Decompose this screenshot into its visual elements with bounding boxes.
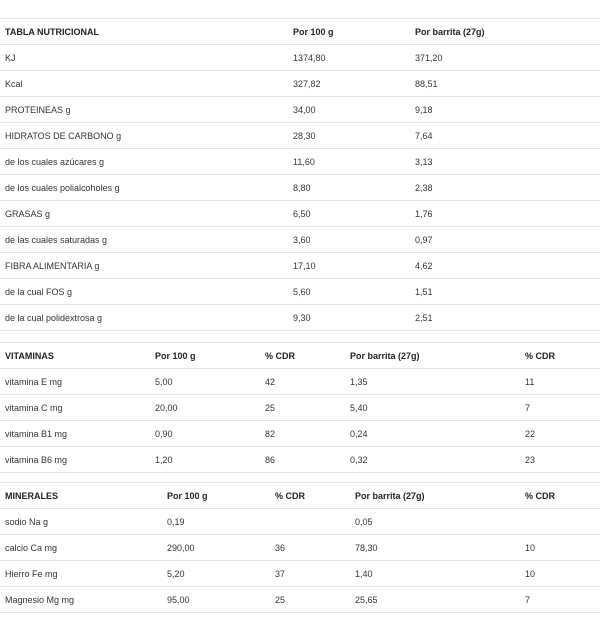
table-row	[0, 447, 600, 473]
row-label: de la cual polidextrosa g	[0, 305, 288, 331]
table-row	[0, 587, 600, 613]
nutrition-header-cell: TABLA NUTRICIONAL	[0, 19, 288, 45]
row-label: Hierro Fe mg	[0, 561, 162, 587]
cell-value: 1,51	[410, 279, 600, 305]
cell-value: 95,00	[162, 587, 270, 613]
vitamins-header-cell: VITAMINAS	[0, 343, 150, 369]
cell-value: 34,00	[288, 97, 410, 123]
cell-value: 1,40	[350, 561, 520, 587]
cell-value: 1,35	[345, 369, 520, 395]
row-label: vitamina E mg	[0, 369, 150, 395]
cell-value: 28,30	[288, 123, 410, 149]
cell-value: 82	[260, 421, 345, 447]
minerals-header-row	[0, 483, 600, 509]
row-label: vitamina B1 mg	[0, 421, 150, 447]
table-row	[0, 509, 600, 535]
cell-value: 20,00	[150, 395, 260, 421]
table-row	[0, 97, 600, 123]
cell-value: 25,65	[350, 587, 520, 613]
cell-value: 0,19	[162, 509, 270, 535]
cell-value: 9,30	[288, 305, 410, 331]
cell-value: 17,10	[288, 253, 410, 279]
cell-value: 371,20	[410, 45, 600, 71]
table-row	[0, 123, 600, 149]
nutrition-header-cell: Por 100 g	[288, 19, 410, 45]
row-label: PROTEINEAS g	[0, 97, 288, 123]
cell-value: 0,32	[345, 447, 520, 473]
cell-value: 37	[270, 561, 350, 587]
cell-value: 5,40	[345, 395, 520, 421]
nutrition-header-cell: Por barrita (27g)	[410, 19, 600, 45]
minerals-table	[0, 482, 600, 613]
row-label: GRASAS g	[0, 201, 288, 227]
row-label: de los cuales polialcoholes g	[0, 175, 288, 201]
table-row	[0, 201, 600, 227]
cell-value: 11	[520, 369, 600, 395]
cell-value: 86	[260, 447, 345, 473]
table-row	[0, 71, 600, 97]
minerals-header-cell: % CDR	[520, 483, 600, 509]
cell-value: 8,80	[288, 175, 410, 201]
table-row	[0, 279, 600, 305]
minerals-header-cell: Por 100 g	[162, 483, 270, 509]
row-label: de los cuales azúcares g	[0, 149, 288, 175]
row-label: HIDRATOS DE CARBONO g	[0, 123, 288, 149]
cell-value: 11,60	[288, 149, 410, 175]
row-label: sodio Na g	[0, 509, 162, 535]
cell-value: 0,90	[150, 421, 260, 447]
table-row	[0, 535, 600, 561]
cell-value: 78,30	[350, 535, 520, 561]
minerals-table-body	[0, 483, 600, 613]
cell-value: 0,97	[410, 227, 600, 253]
cell-value: 2,38	[410, 175, 600, 201]
table-row	[0, 175, 600, 201]
table-row	[0, 227, 600, 253]
cell-value	[270, 509, 350, 535]
cell-value: 10	[520, 535, 600, 561]
table-row	[0, 305, 600, 331]
cell-value: 88,51	[410, 71, 600, 97]
vitamins-header-cell: % CDR	[520, 343, 600, 369]
cell-value: 327,82	[288, 71, 410, 97]
cell-value: 1374,80	[288, 45, 410, 71]
cell-value: 25	[260, 395, 345, 421]
cell-value: 5,00	[150, 369, 260, 395]
table-row	[0, 421, 600, 447]
row-label: vitamina C mg	[0, 395, 150, 421]
vitamins-header-cell: Por 100 g	[150, 343, 260, 369]
table-row	[0, 369, 600, 395]
cell-value: 5,20	[162, 561, 270, 587]
cell-value: 3,13	[410, 149, 600, 175]
cell-value: 0,05	[350, 509, 520, 535]
cell-value: 7	[520, 395, 600, 421]
row-label: de la cual FOS g	[0, 279, 288, 305]
cell-value: 22	[520, 421, 600, 447]
cell-value: 2,51	[410, 305, 600, 331]
row-label: vitamina B6 mg	[0, 447, 150, 473]
cell-value: 25	[270, 587, 350, 613]
cell-value	[520, 509, 600, 535]
cell-value: 23	[520, 447, 600, 473]
minerals-header-cell: MINERALES	[0, 483, 162, 509]
cell-value: 10	[520, 561, 600, 587]
cell-value: 36	[270, 535, 350, 561]
vitamins-header-cell: % CDR	[260, 343, 345, 369]
nutrition-table-body	[0, 19, 600, 331]
cell-value: 290,00	[162, 535, 270, 561]
cell-value: 4,62	[410, 253, 600, 279]
cell-value: 1,20	[150, 447, 260, 473]
vitamins-table-body	[0, 343, 600, 473]
cell-value: 42	[260, 369, 345, 395]
cell-value: 1,76	[410, 201, 600, 227]
minerals-header-cell: Por barrita (27g)	[350, 483, 520, 509]
row-label: calcio Ca mg	[0, 535, 162, 561]
row-label: FIBRA ALIMENTARIA g	[0, 253, 288, 279]
table-row	[0, 253, 600, 279]
row-label: Kcal	[0, 71, 288, 97]
nutrition-header-row	[0, 19, 600, 45]
vitamins-header-cell: Por barrita (27g)	[345, 343, 520, 369]
vitamins-table	[0, 342, 600, 473]
cell-value: 6,50	[288, 201, 410, 227]
table-row	[0, 45, 600, 71]
table-row	[0, 395, 600, 421]
vitamins-header-row	[0, 343, 600, 369]
cell-value: 7	[520, 587, 600, 613]
minerals-header-cell: % CDR	[270, 483, 350, 509]
row-label: de las cuales saturadas g	[0, 227, 288, 253]
cell-value: 0,24	[345, 421, 520, 447]
cell-value: 9,18	[410, 97, 600, 123]
nutrition-table	[0, 18, 600, 331]
table-row	[0, 561, 600, 587]
table-row	[0, 149, 600, 175]
cell-value: 5,60	[288, 279, 410, 305]
row-label: KJ	[0, 45, 288, 71]
cell-value: 7,64	[410, 123, 600, 149]
cell-value: 3,60	[288, 227, 410, 253]
row-label: Magnesio Mg mg	[0, 587, 162, 613]
